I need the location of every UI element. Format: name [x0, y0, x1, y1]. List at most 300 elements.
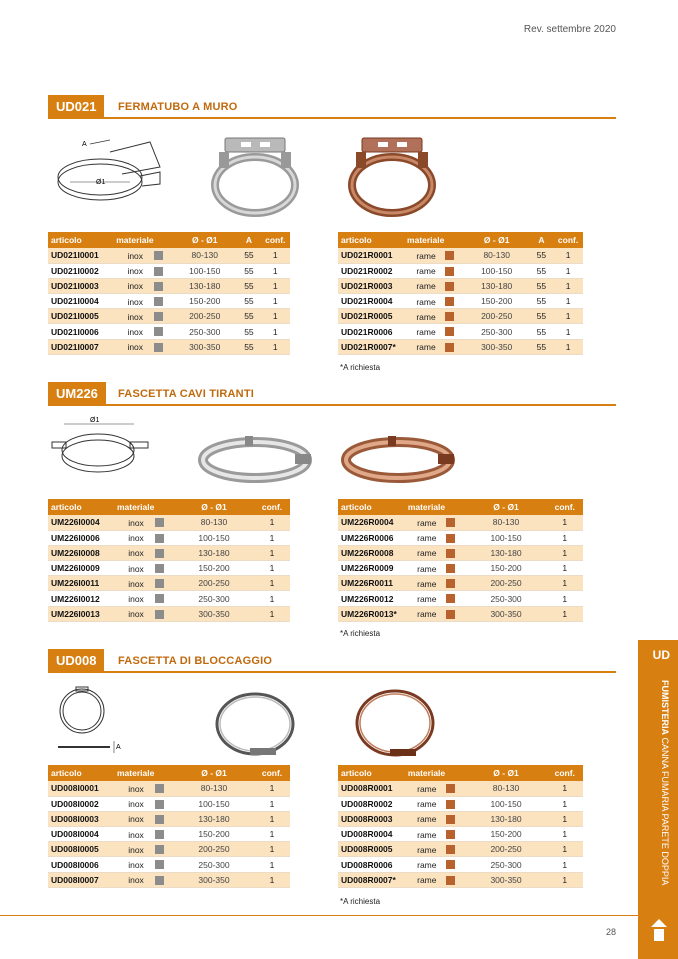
- col-header: A: [530, 232, 553, 248]
- diameter-range: 150-200: [174, 561, 254, 576]
- material-swatch: [446, 800, 455, 809]
- section-code: UM226: [48, 382, 106, 406]
- conf-qty: 1: [254, 842, 290, 857]
- material-cell: [405, 561, 466, 576]
- table-ud008-rame: [338, 765, 583, 888]
- table-row: [338, 294, 583, 309]
- dim-label-a: A: [116, 744, 121, 751]
- material-label: rame: [416, 250, 436, 261]
- table-row: [338, 781, 583, 796]
- material-label: inox: [127, 311, 144, 322]
- article-code: UD008R0006: [338, 857, 405, 872]
- dimension-a: 55: [530, 339, 553, 354]
- material-label: rame: [417, 814, 437, 825]
- conf-qty: 1: [547, 530, 583, 545]
- material-swatch: [154, 327, 163, 336]
- section-title: FASCETTA DI BLOCCAGGIO: [118, 655, 273, 667]
- section-header-ud021: [48, 95, 616, 119]
- table-row: [48, 857, 290, 872]
- um226-inox-photo: [195, 430, 315, 485]
- col-header: Ø - Ø1: [174, 765, 254, 781]
- conf-qty: 1: [254, 796, 290, 811]
- conf-qty: 1: [254, 515, 290, 530]
- article-code: UD008R0003: [338, 811, 405, 826]
- article-code: UD008R0004: [338, 827, 405, 842]
- diameter-range: 80-130: [466, 781, 547, 796]
- conf-qty: 1: [261, 309, 290, 324]
- article-code: UD008I0003: [48, 811, 114, 826]
- sidebar-code: UD: [652, 648, 670, 662]
- diameter-range: 200-250: [466, 576, 547, 591]
- article-code: UD021I0006: [48, 324, 113, 339]
- table-row: [338, 278, 583, 293]
- col-header: articolo: [48, 499, 114, 515]
- diameter-range: 150-200: [172, 294, 237, 309]
- conf-qty: 1: [254, 591, 290, 606]
- article-code: UM226I0004: [48, 515, 114, 530]
- dimension-a: 55: [237, 263, 260, 278]
- material-swatch: [154, 267, 163, 276]
- ud008-technical-drawing: [52, 683, 132, 758]
- diameter-range: 300-350: [172, 339, 237, 354]
- col-header: articolo: [338, 499, 405, 515]
- material-label: rame: [417, 563, 437, 574]
- material-swatch: [155, 800, 164, 809]
- diameter-range: 150-200: [466, 827, 547, 842]
- material-swatch: [446, 564, 455, 573]
- article-code: UM226I0012: [48, 591, 114, 606]
- conf-qty: 1: [261, 248, 290, 263]
- diameter-range: 300-350: [174, 606, 254, 621]
- material-label: rame: [416, 342, 436, 353]
- article-code: UM226I0006: [48, 530, 114, 545]
- material-swatch: [155, 594, 164, 603]
- material-swatch: [154, 312, 163, 321]
- material-swatch: [155, 860, 164, 869]
- table-row: [338, 324, 583, 339]
- article-code: UD008I0007: [48, 872, 114, 887]
- conf-qty: 1: [254, 561, 290, 576]
- section-code: UD008: [48, 649, 104, 673]
- material-label: inox: [127, 342, 144, 353]
- material-swatch: [445, 251, 454, 260]
- article-code: UD021I0001: [48, 248, 113, 263]
- material-label: inox: [128, 533, 144, 544]
- section-header-ud008: [48, 649, 616, 673]
- table-row: [48, 530, 290, 545]
- diameter-range: 200-250: [174, 576, 254, 591]
- material-cell: [405, 811, 466, 826]
- dim-label-d1: Ø1: [96, 179, 106, 186]
- table-row: [48, 248, 290, 263]
- article-code: UD021I0005: [48, 309, 113, 324]
- material-label: inox: [128, 548, 144, 559]
- diameter-range: 250-300: [466, 591, 547, 606]
- material-swatch: [446, 579, 455, 588]
- material-cell: [404, 339, 464, 354]
- material-label: inox: [128, 859, 144, 870]
- col-header: conf.: [553, 232, 583, 248]
- dimension-a: 55: [530, 324, 553, 339]
- material-cell: [405, 842, 466, 857]
- material-label: inox: [128, 517, 144, 528]
- conf-qty: 1: [553, 294, 583, 309]
- col-header: conf.: [254, 499, 290, 515]
- dim-label-a: A: [82, 141, 87, 148]
- dimension-a: 55: [530, 263, 553, 278]
- table-row: [338, 591, 583, 606]
- diameter-range: 100-150: [466, 530, 547, 545]
- material-swatch: [445, 327, 454, 336]
- diameter-range: 300-350: [174, 872, 254, 887]
- table-um226-rame: [338, 499, 583, 622]
- material-cell: [405, 857, 466, 872]
- material-swatch: [155, 784, 164, 793]
- material-swatch: [155, 564, 164, 573]
- material-label: rame: [417, 517, 437, 528]
- material-swatch: [446, 534, 455, 543]
- material-swatch: [446, 860, 455, 869]
- article-code: UD008R0005: [338, 842, 405, 857]
- table-row: [48, 872, 290, 887]
- conf-qty: 1: [547, 857, 583, 872]
- table-row: [48, 263, 290, 278]
- table-row: [338, 309, 583, 324]
- diameter-range: 130-180: [466, 545, 547, 560]
- col-header: materiale: [114, 499, 174, 515]
- material-swatch: [155, 876, 164, 885]
- table-row: [48, 796, 290, 811]
- article-code: UD021R0005: [338, 309, 404, 324]
- table-row: [48, 324, 290, 339]
- conf-qty: 1: [553, 278, 583, 293]
- conf-qty: 1: [254, 606, 290, 621]
- table-row: [338, 606, 583, 621]
- col-header: articolo: [48, 765, 114, 781]
- conf-qty: 1: [547, 515, 583, 530]
- ud008-rame-photo: [350, 685, 440, 765]
- revision-date: Rev. settembre 2020: [523, 24, 616, 35]
- material-cell: [404, 263, 464, 278]
- material-cell: [114, 545, 174, 560]
- diameter-range: 250-300: [172, 324, 237, 339]
- material-cell: [404, 248, 464, 263]
- col-header: materiale: [113, 232, 172, 248]
- sidebar-bold: FUMISTERIA: [660, 680, 670, 735]
- diameter-range: 200-250: [466, 842, 547, 857]
- article-code: UD021I0007: [48, 339, 113, 354]
- table-row: [338, 263, 583, 278]
- sidebar-tab: [638, 640, 678, 959]
- material-cell: [114, 811, 174, 826]
- conf-qty: 1: [547, 576, 583, 591]
- conf-qty: 1: [547, 796, 583, 811]
- material-cell: [404, 294, 464, 309]
- material-label: rame: [417, 875, 437, 886]
- article-code: UM226R0006: [338, 530, 405, 545]
- table-row: [338, 796, 583, 811]
- diameter-range: 250-300: [174, 857, 254, 872]
- um226-rame-photo: [338, 430, 458, 485]
- table-ud021-rame: [338, 232, 583, 355]
- article-code: UD008I0006: [48, 857, 114, 872]
- table-row: [338, 827, 583, 842]
- article-code: UD021I0004: [48, 294, 113, 309]
- article-code: UM226R0013*: [338, 606, 405, 621]
- table-row: [48, 576, 290, 591]
- material-cell: [114, 591, 174, 606]
- dimension-a: 55: [530, 278, 553, 293]
- diameter-range: 100-150: [464, 263, 530, 278]
- col-header: conf.: [547, 765, 583, 781]
- material-label: rame: [417, 578, 437, 589]
- material-cell: [405, 606, 466, 621]
- material-swatch: [155, 549, 164, 558]
- conf-qty: 1: [547, 545, 583, 560]
- table-row: [48, 515, 290, 530]
- article-code: UM226R0004: [338, 515, 405, 530]
- material-label: inox: [127, 281, 144, 292]
- diameter-range: 200-250: [464, 309, 530, 324]
- conf-qty: 1: [547, 827, 583, 842]
- um226-technical-drawing: [50, 414, 150, 484]
- ud021-technical-drawing: [50, 132, 170, 212]
- conf-qty: 1: [547, 561, 583, 576]
- footnote: *A richiesta: [340, 363, 381, 372]
- dimension-a: 55: [237, 294, 260, 309]
- material-label: rame: [416, 281, 436, 292]
- conf-qty: 1: [261, 339, 290, 354]
- col-header: articolo: [48, 232, 113, 248]
- table-row: [48, 309, 290, 324]
- diameter-range: 130-180: [174, 811, 254, 826]
- table-row: [338, 842, 583, 857]
- col-header: Ø - Ø1: [172, 232, 237, 248]
- material-label: inox: [128, 609, 144, 620]
- material-cell: [405, 576, 466, 591]
- article-code: UD008I0004: [48, 827, 114, 842]
- page-number: 28: [605, 927, 616, 937]
- dimension-a: 55: [237, 339, 260, 354]
- col-header: materiale: [404, 232, 464, 248]
- article-code: UD008R0002: [338, 796, 405, 811]
- material-swatch: [155, 610, 164, 619]
- material-cell: [114, 606, 174, 621]
- table-row: [338, 248, 583, 263]
- conf-qty: 1: [261, 278, 290, 293]
- article-code: UD008I0005: [48, 842, 114, 857]
- conf-qty: 1: [254, 545, 290, 560]
- material-swatch: [446, 610, 455, 619]
- dimension-a: 55: [237, 324, 260, 339]
- dimension-a: 55: [237, 309, 260, 324]
- material-cell: [405, 796, 466, 811]
- material-cell: [114, 857, 174, 872]
- conf-qty: 1: [254, 576, 290, 591]
- table-row: [48, 339, 290, 354]
- material-label: rame: [417, 799, 437, 810]
- material-label: inox: [128, 875, 144, 886]
- table-row: [48, 827, 290, 842]
- conf-qty: 1: [254, 872, 290, 887]
- table-row: [48, 561, 290, 576]
- material-label: rame: [417, 829, 437, 840]
- material-label: inox: [128, 844, 144, 855]
- conf-qty: 1: [254, 530, 290, 545]
- material-cell: [113, 263, 172, 278]
- table-row: [338, 339, 583, 354]
- material-cell: [404, 278, 464, 293]
- table-row: [48, 545, 290, 560]
- material-label: rame: [417, 533, 437, 544]
- footnote: *A richiesta: [340, 897, 381, 906]
- col-header: Ø - Ø1: [464, 232, 530, 248]
- material-cell: [114, 781, 174, 796]
- dim-label-d1: Ø1: [90, 417, 100, 424]
- material-swatch: [154, 343, 163, 352]
- conf-qty: 1: [254, 857, 290, 872]
- diameter-range: 250-300: [174, 591, 254, 606]
- material-cell: [405, 591, 466, 606]
- material-swatch: [154, 282, 163, 291]
- conf-qty: 1: [547, 781, 583, 796]
- article-code: UD021I0003: [48, 278, 113, 293]
- conf-qty: 1: [547, 872, 583, 887]
- material-label: rame: [416, 311, 436, 322]
- material-label: inox: [128, 829, 144, 840]
- material-swatch: [446, 830, 455, 839]
- material-cell: [114, 515, 174, 530]
- conf-qty: 1: [547, 842, 583, 857]
- table-row: [48, 294, 290, 309]
- dimension-a: 55: [530, 309, 553, 324]
- material-label: inox: [128, 563, 144, 574]
- sidebar-label: CANNA FUMARIA PARETE DOPPIA: [660, 735, 670, 886]
- conf-qty: 1: [261, 263, 290, 278]
- conf-qty: 1: [553, 324, 583, 339]
- article-code: UD021R0003: [338, 278, 404, 293]
- conf-qty: 1: [553, 309, 583, 324]
- table-row: [338, 515, 583, 530]
- table-um226-inox: [48, 499, 290, 622]
- diameter-range: 130-180: [464, 278, 530, 293]
- article-code: UD008R0007*: [338, 872, 405, 887]
- ud021-rame-photo: [342, 130, 442, 220]
- conf-qty: 1: [547, 591, 583, 606]
- diameter-range: 300-350: [466, 606, 547, 621]
- conf-qty: 1: [553, 248, 583, 263]
- material-label: inox: [127, 250, 144, 261]
- diameter-range: 80-130: [172, 248, 237, 263]
- article-code: UM226I0009: [48, 561, 114, 576]
- material-label: rame: [417, 844, 437, 855]
- diameter-range: 130-180: [172, 278, 237, 293]
- material-cell: [113, 324, 172, 339]
- diameter-range: 150-200: [174, 827, 254, 842]
- material-label: inox: [128, 814, 144, 825]
- material-label: inox: [127, 326, 144, 337]
- article-code: UD021R0007*: [338, 339, 404, 354]
- dimension-a: 55: [237, 248, 260, 263]
- diameter-range: 130-180: [466, 811, 547, 826]
- material-swatch: [445, 282, 454, 291]
- material-swatch: [155, 579, 164, 588]
- material-cell: [114, 576, 174, 591]
- article-code: UD021R0004: [338, 294, 404, 309]
- material-swatch: [446, 784, 455, 793]
- diameter-range: 200-250: [172, 309, 237, 324]
- material-label: inox: [128, 799, 144, 810]
- conf-qty: 1: [261, 324, 290, 339]
- col-header: materiale: [405, 499, 466, 515]
- diameter-range: 150-200: [464, 294, 530, 309]
- table-ud008-inox: [48, 765, 290, 888]
- article-code: UD021R0006: [338, 324, 404, 339]
- dimension-a: 55: [530, 248, 553, 263]
- material-label: inox: [128, 593, 144, 604]
- material-cell: [114, 796, 174, 811]
- table-row: [338, 857, 583, 872]
- article-code: UD008I0002: [48, 796, 114, 811]
- material-swatch: [445, 312, 454, 321]
- material-cell: [114, 561, 174, 576]
- article-code: UM226I0013: [48, 606, 114, 621]
- material-label: rame: [417, 593, 437, 604]
- conf-qty: 1: [254, 781, 290, 796]
- conf-qty: 1: [553, 339, 583, 354]
- diameter-range: 80-130: [174, 515, 254, 530]
- col-header: materiale: [405, 765, 466, 781]
- conf-qty: 1: [547, 811, 583, 826]
- col-header: Ø - Ø1: [466, 499, 547, 515]
- col-header: conf.: [547, 499, 583, 515]
- article-code: UD021R0001: [338, 248, 404, 263]
- material-swatch: [154, 297, 163, 306]
- material-cell: [114, 842, 174, 857]
- article-code: UD008R0001: [338, 781, 405, 796]
- arrow-up-icon[interactable]: [650, 917, 668, 943]
- diameter-range: 80-130: [174, 781, 254, 796]
- material-label: rame: [417, 609, 437, 620]
- diameter-range: 150-200: [466, 561, 547, 576]
- material-swatch: [446, 845, 455, 854]
- col-header: conf.: [261, 232, 290, 248]
- conf-qty: 1: [261, 294, 290, 309]
- material-cell: [405, 530, 466, 545]
- dimension-a: 55: [237, 278, 260, 293]
- material-cell: [113, 309, 172, 324]
- dimension-a: 55: [530, 294, 553, 309]
- table-row: [48, 842, 290, 857]
- table-row: [338, 811, 583, 826]
- material-swatch: [155, 534, 164, 543]
- col-header: Ø - Ø1: [174, 499, 254, 515]
- col-header: Ø - Ø1: [466, 765, 547, 781]
- material-label: rame: [416, 266, 436, 277]
- diameter-range: 130-180: [174, 545, 254, 560]
- conf-qty: 1: [254, 827, 290, 842]
- material-cell: [404, 309, 464, 324]
- diameter-range: 300-350: [466, 872, 547, 887]
- table-row: [338, 576, 583, 591]
- article-code: UM226R0009: [338, 561, 405, 576]
- material-label: rame: [416, 296, 436, 307]
- material-swatch: [446, 876, 455, 885]
- material-label: rame: [417, 548, 437, 559]
- diameter-range: 250-300: [464, 324, 530, 339]
- article-code: UM226R0012: [338, 591, 405, 606]
- material-cell: [114, 827, 174, 842]
